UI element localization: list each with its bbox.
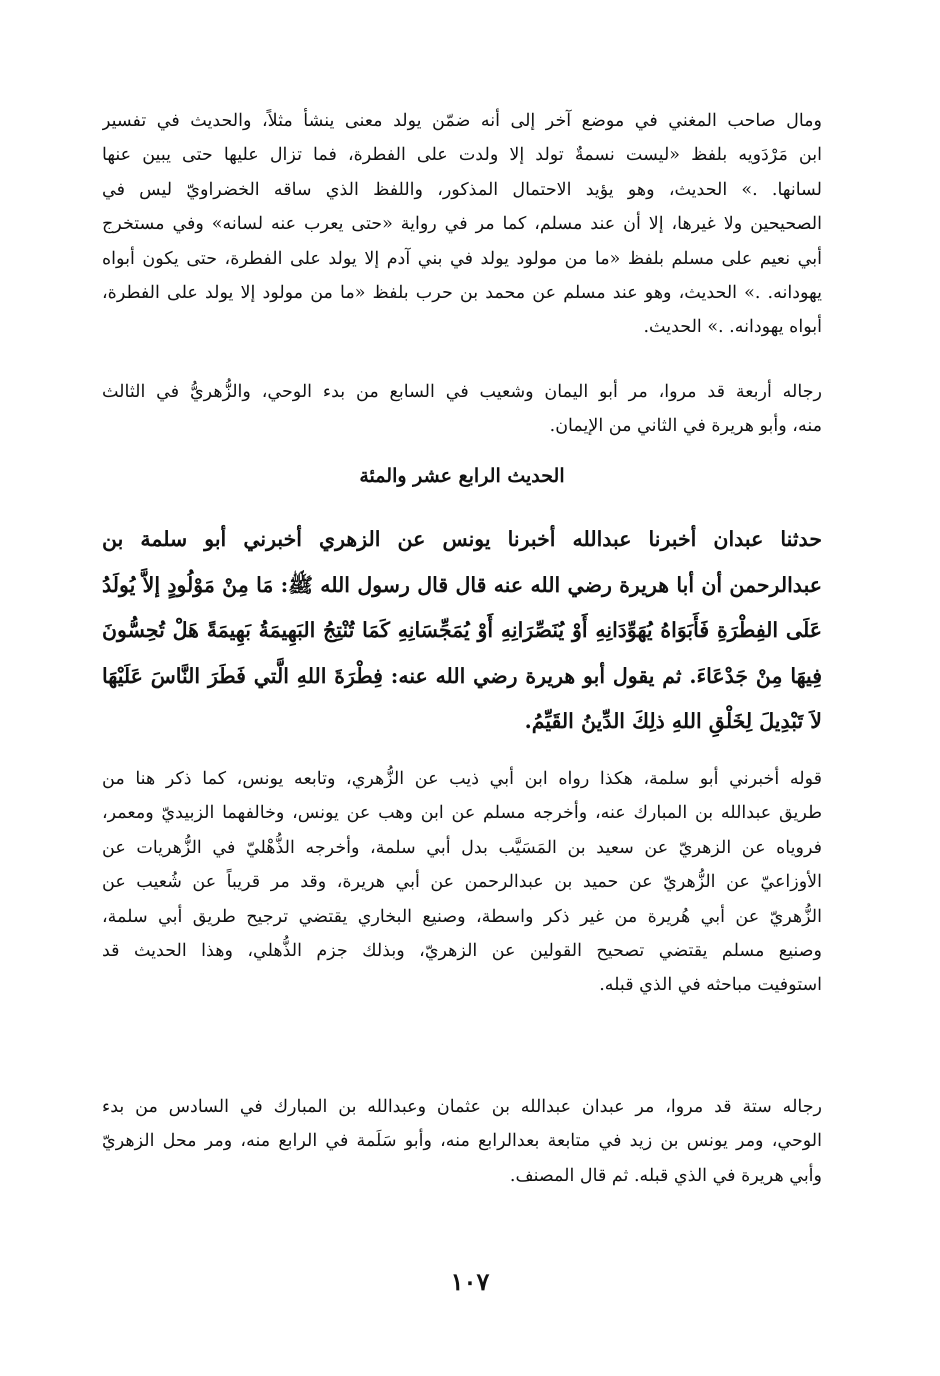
- text-line: طريق عبدالله بن المبارك عنه، وأخرجه مسلم عن ابن وهب عن يونس، وخالفهما الزبيديّ ومعمر،: [102, 803, 822, 824]
- text-line: قوله أخبرني أبو سلمة، هكذا رواه ابن أبي ذيب عن الزُّهري، وتابعه يونس، كما ذكر هنا من: [102, 769, 822, 789]
- text-line: الزُّهريّ عن أبي هُريرة من غير ذكر واسطة، وصنيع البخاري يقتضي ترجيح طريق أبي سلمة،: [102, 906, 822, 927]
- text-line: أبواه يهودانه. .» الحديث.: [643, 317, 822, 338]
- text-line: رجاله أربعة قد مروا، مر أبو اليمان وشعيب في السابع من بدء الوحي، والزُّهريُّ في الثالث: [102, 382, 822, 402]
- section-heading: الحديث الرابع عشر والمئة: [359, 465, 565, 487]
- text-line: وأبي هريرة في الذي قبله. ثم قال المصنف.: [509, 1165, 822, 1186]
- hadith-line: عَلَى الفِطْرَةِ فَأَبَوَاهُ يُهَوِّدَانِهِ أَوْ يُنَصِّرَانِهِ أَوْ يُمَجِّسَانِهِ كَمَا تُنْتِجُ البَهِيمَةُ بَهِيمَةً هَلْ تُحِسُّونَ: [102, 618, 822, 642]
- narrators-paragraph-1: [102, 375, 822, 444]
- hadith-line: لاَ تَبْدِيلَ لِخَلْقِ اللهِ ذلِكَ الدِّينُ القَيِّمُ.: [524, 709, 822, 733]
- text-line: الأوزاعيّ عن الزُّهريّ عن حميد بن عبدالرحمن عن أبي هريرة، وقد مر قريباً عن شُعيب عن: [102, 872, 822, 893]
- text-line: الوحي، ومر يونس بن زيد في متابعة بعدالرابع منه، وأبو سَلَمة في الرابع منه، ومر محل الزهريّ: [102, 1131, 822, 1152]
- text-line: فروياه عن الزهريّ عن سعيد بن المَسَيَّب بدل أبي سلمة، وأخرجه الذُّهْليّ في الزُّهريات عن: [102, 837, 822, 858]
- text-line: رجاله ستة قد مروا، مر عبدان عبدالله بن عثمان وعبدالله بن المبارك في السادس من بدء: [102, 1097, 822, 1117]
- text-line: منه، وأبو هريرة في الثاني من الإيمان.: [549, 416, 822, 437]
- hadith-line: فِيهَا مِنْ جَدْعَاءَ. ثم يقول أبو هريرة رضي الله عنه: فِطْرَةَ اللهِ الَّتي فَطَرَ النَّاسَ عَلَيْهَا: [102, 663, 822, 688]
- narrators-paragraph-2: [102, 1090, 822, 1193]
- hadith-line: حدثنا عبدان أخبرنا عبدالله أخبرنا يونس عن الزهري أخبرني أبو سلمة بن: [102, 527, 822, 551]
- hadith-text: [102, 517, 822, 745]
- commentary-paragraph-2: [102, 762, 822, 1003]
- text-line: لسانها. .» الحديث، وهو يؤيد الاحتمال المذكور، واللفظ الذي ساقه الخضراويّ ليس في: [102, 179, 822, 200]
- text-line: ومال صاحب المغني في موضع آخر إلى أنه ضمّن يولد معنى ينشأ مثلاً، والحديث في تفسير: [102, 111, 822, 131]
- text-line: أبي نعيم على مسلم بلفظ «ما من مولود يولد في بني آدم إلا يولد على الفطرة، حتى يكون أبواه: [102, 248, 822, 269]
- text-line: يهودانه. .» الحديث، وهو عند مسلم عن محمد بن حرب بلفظ «ما من مولود إلا يولد على الفطرة،: [102, 282, 822, 303]
- text-line: الصحيحين ولا غيرها، إلا أن عند مسلم، كما مر في رواية «حتى يعرب عنه لسانه» وفي مستخرج: [102, 214, 822, 235]
- text-line: وصنيع مسلم يقتضي تصحيح القولين عن الزهريّ، وبذلك جزم الذُّهلي، وهذا الحديث قد: [102, 940, 822, 961]
- text-line: استوفيت مباحثه في الذي قبله.: [599, 975, 822, 996]
- page-number: ١٠٧: [450, 1267, 490, 1296]
- commentary-paragraph-1: [102, 104, 822, 345]
- hadith-line: عبدالرحمن أن أبا هريرة رضي الله عنه قال قال رسول الله ﷺ: مَا مِنْ مَوْلُودٍ إلاَّ يُولَدُ: [102, 572, 822, 597]
- text-line: ابن مَرْدَويه بلفظ «ليست نسمةٌ تولد إلا ولدت على الفطرة، فما تزال عليها حتى يبين عنها: [102, 145, 822, 166]
